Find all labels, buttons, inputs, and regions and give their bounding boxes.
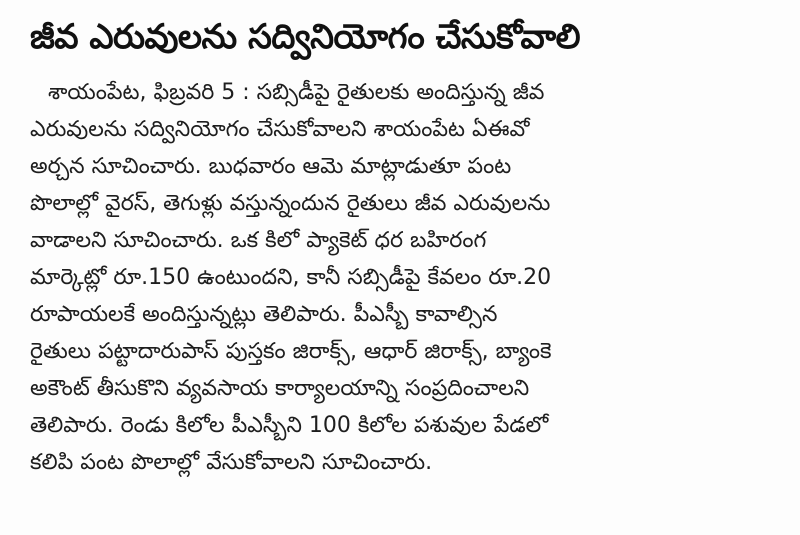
- article-line-8: రైతులు పట్టాదారుపాస్ పుస్తకం జిరాక్స్, ఆధార్ జిరాక్స్, బ్యాంకె: [30, 339, 552, 364]
- article-body: [30, 74, 770, 481]
- article-line-10: తెలిపారు. రెండు కిలోల పీఎస్బీని 100 కిలోల పశువుల పేడలో: [30, 413, 549, 438]
- article-line-7: రూపాయలకే అందిస్తున్నట్లు తెలిపారు. పీఎస్బీ కావాల్సిన: [30, 302, 498, 327]
- article-line-5: వాడాలని సూచించారు. ఒక కిలో ప్యాకెట్ ధర బహిరంగ: [30, 228, 487, 253]
- article-line-6: మార్కెట్లో రూ.150 ఉంటుందని, కానీ సబ్సిడీపై కేవలం రూ.20: [30, 265, 552, 290]
- headline: జీవ ఎరువులను సద్వినియోగం చేసుకోవాలి: [30, 17, 581, 57]
- article-line-2: ఎరువులను సద్వినియోగం చేసుకోవాలని శాయంపేట ఏఈవో: [30, 117, 530, 142]
- article-line-3: అర్చన సూచించారు. బుధవారం ఆమె మాట్లాడుతూ పంట: [30, 154, 512, 179]
- article-line-1: శాయంపేట, ఫిబ్రవరి 5 : సబ్సిడీపై రైతులకు అందిస్తున్న జీవ: [48, 80, 545, 105]
- article-line-11: కలిపి పంట పొలాల్లో వేసుకోవాలని సూచించారు.: [30, 450, 433, 475]
- article-line-9: అకౌంట్ తీసుకొని వ్యవసాయ కార్యాలయాన్ని సంప్రదించాలని: [30, 376, 530, 401]
- article-line-4: పొలాల్లో వైరస్, తెగుళ్లు వస్తున్నందున రైతులు జీవ ఎరువులను: [30, 191, 551, 216]
